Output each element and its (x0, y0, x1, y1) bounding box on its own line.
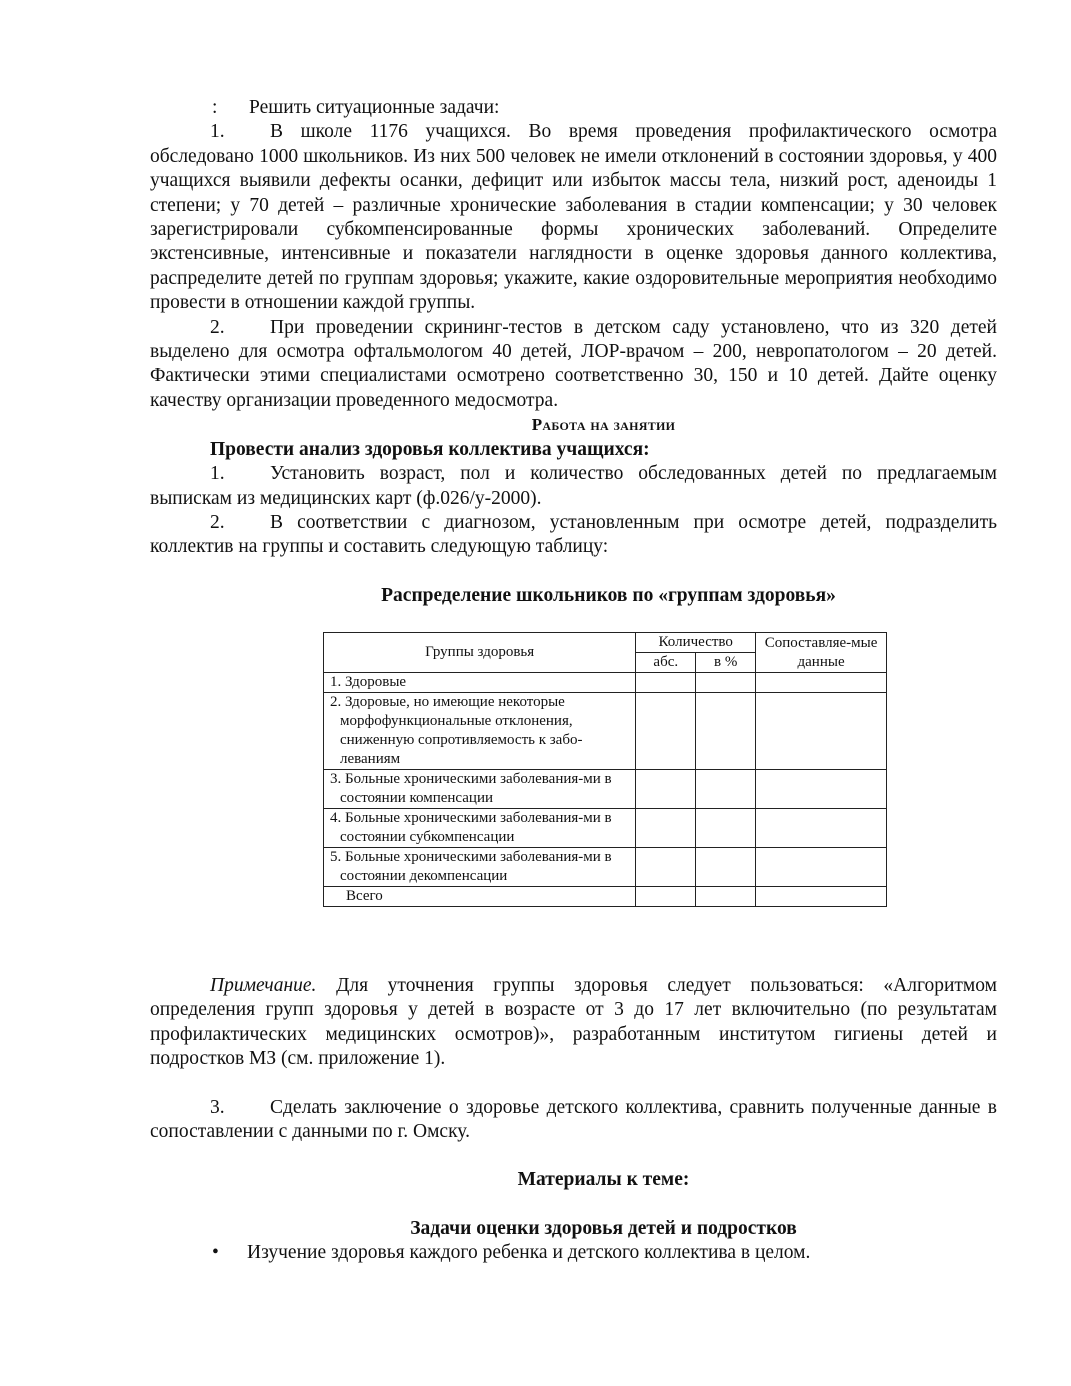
header-groups: Группы здоровья (324, 633, 636, 673)
row-total-label: Всего (324, 887, 636, 907)
task-2-text: При проведении скрининг-тестов в детском саду установлено, что из 320 детей выделено для осмотра офтальмологом 40 детей, ЛОР-врачом – 200, невропатологом – 20 детей. Фактически этими специалистами осмотрено соответственно 30, 150 и 10 детей. Дайте оценку качеству организации проведенного медосмотра. (150, 316, 997, 411)
task-1 (150, 120, 997, 315)
row-3-label: 3. Больные хроническими заболевания-ми в состоянии компенсации (324, 770, 636, 809)
analysis-heading: Провести анализ здоровья коллектива учащихся: (210, 438, 650, 460)
step-3 (150, 1096, 997, 1145)
task-2-number: 2. (210, 316, 225, 338)
row-total-compare-cell[interactable] (756, 887, 887, 907)
bullet-item (150, 1241, 997, 1265)
row-1-compare-cell[interactable] (756, 673, 887, 693)
intro-colon: : (212, 97, 218, 118)
note-block (150, 974, 997, 1072)
step-2-number: 2. (210, 511, 225, 533)
materials-heading: Материалы к теме: (517, 1169, 690, 1190)
row-3-abs-cell[interactable] (636, 770, 696, 809)
task-2 (150, 316, 997, 414)
row-5-pct-cell[interactable] (696, 848, 756, 887)
intro-title: Решить ситуационные задачи: (249, 97, 500, 118)
row-2-compare-cell[interactable] (756, 693, 887, 770)
row-1-pct-cell[interactable] (696, 673, 756, 693)
row-2-pct-cell[interactable] (696, 693, 756, 770)
tasks-heading: Задачи оценки здоровья детей и подростков (410, 1218, 797, 1239)
row-2-label: 2. Здоровые, но имеющие некоторые морфофункциональные отклонения, сниженную сопротивляемость к забо-леваниям (324, 693, 636, 770)
step-3-block (150, 1096, 997, 1145)
header-compare: Сопоставляе-мые данные (756, 633, 887, 673)
note-label: Примечание. (210, 975, 317, 996)
step-2-text: В соответствии с диагнозом, установленным при осмотре детей, подразделить коллектив на группы и составить следующую таблицу: (150, 511, 997, 558)
step-1-text: Установить возраст, пол и количество обследованных детей по предлагаемым выпискам из медицинских карт (ф.026/у-2000). (150, 463, 997, 509)
task-1-text: В школе 1176 учащихся. Во время проведения профилактического осмотра обследовано 1000 школьников. Из них 500 человек не имели отклонений в состоянии здоровья, у 400 учащихся выявили дефекты осанки, дефицит или избыток массы тела, низкий рост, аденоиды 1 степени; у 70 детей – различные хронические заболевания в стадии компенсации; у 30 человек зарегистрировали субкомпенсированные формы хронических заболеваний. Определите экстенсивные, интенсивные и показатели наглядности в оценке здоровья данного коллектива, распределите детей по группам здоровья; укажите, какие оздоровительные мероприятия необходимо провести в отношении каждой группы. (150, 121, 997, 314)
row-4-abs-cell[interactable] (636, 809, 696, 848)
step-1 (150, 462, 997, 511)
row-total-pct-cell[interactable] (696, 887, 756, 907)
step-3-text: Сделать заключение о здоровье детского коллектива, сравнить полученные данные в сопоставлении с данными по г. Омску. (150, 1097, 997, 1143)
header-count: Количество (636, 633, 756, 653)
bullet-text: Изучение здоровья каждого ребенка и детского коллектива в целом. (247, 1242, 811, 1264)
step-2 (150, 511, 997, 560)
header-abs: абс. (636, 653, 696, 673)
row-3-pct-cell[interactable] (696, 770, 756, 809)
step-1-number: 1. (210, 463, 225, 485)
row-2-abs-cell[interactable] (636, 693, 696, 770)
step-3-number: 3. (210, 1097, 225, 1118)
row-5-compare-cell[interactable] (756, 848, 887, 887)
row-4-label: 4. Больные хроническими заболевания-ми в состоянии субкомпенсации (324, 809, 636, 848)
row-1-label: 1. Здоровые (324, 673, 636, 693)
intro-line (150, 96, 997, 120)
bullet-icon: • (212, 1242, 219, 1264)
row-5-abs-cell[interactable] (636, 848, 696, 887)
table-title: Распределение школьников по «группам здоровья» (381, 584, 836, 606)
row-1-abs-cell[interactable] (636, 673, 696, 693)
tasks-block (150, 1217, 997, 1266)
materials-block (150, 1168, 997, 1192)
document-page (150, 96, 997, 608)
row-4-pct-cell[interactable] (696, 809, 756, 848)
task-1-number: 1. (210, 121, 225, 143)
health-groups-table (323, 632, 887, 907)
header-pct: в % (696, 653, 756, 673)
row-total-abs-cell[interactable] (636, 887, 696, 907)
row-5-label: 5. Больные хроническими заболевания-ми в состоянии декомпенсации (324, 848, 636, 887)
note-text: Для уточнения группы здоровья следует пользоваться: «Алгоритмом определения групп здоровья у детей в возрасте от 3 до 17 лет включительно (по результатам профилактических медицинских осмотров)», разработанным институтом гигиены детей и подростков МЗ (см. приложение 1). (150, 975, 997, 1070)
row-4-compare-cell[interactable] (756, 809, 887, 848)
row-3-compare-cell[interactable] (756, 770, 887, 809)
note-paragraph (150, 974, 997, 1072)
work-heading: Работа на занятии (531, 415, 676, 435)
